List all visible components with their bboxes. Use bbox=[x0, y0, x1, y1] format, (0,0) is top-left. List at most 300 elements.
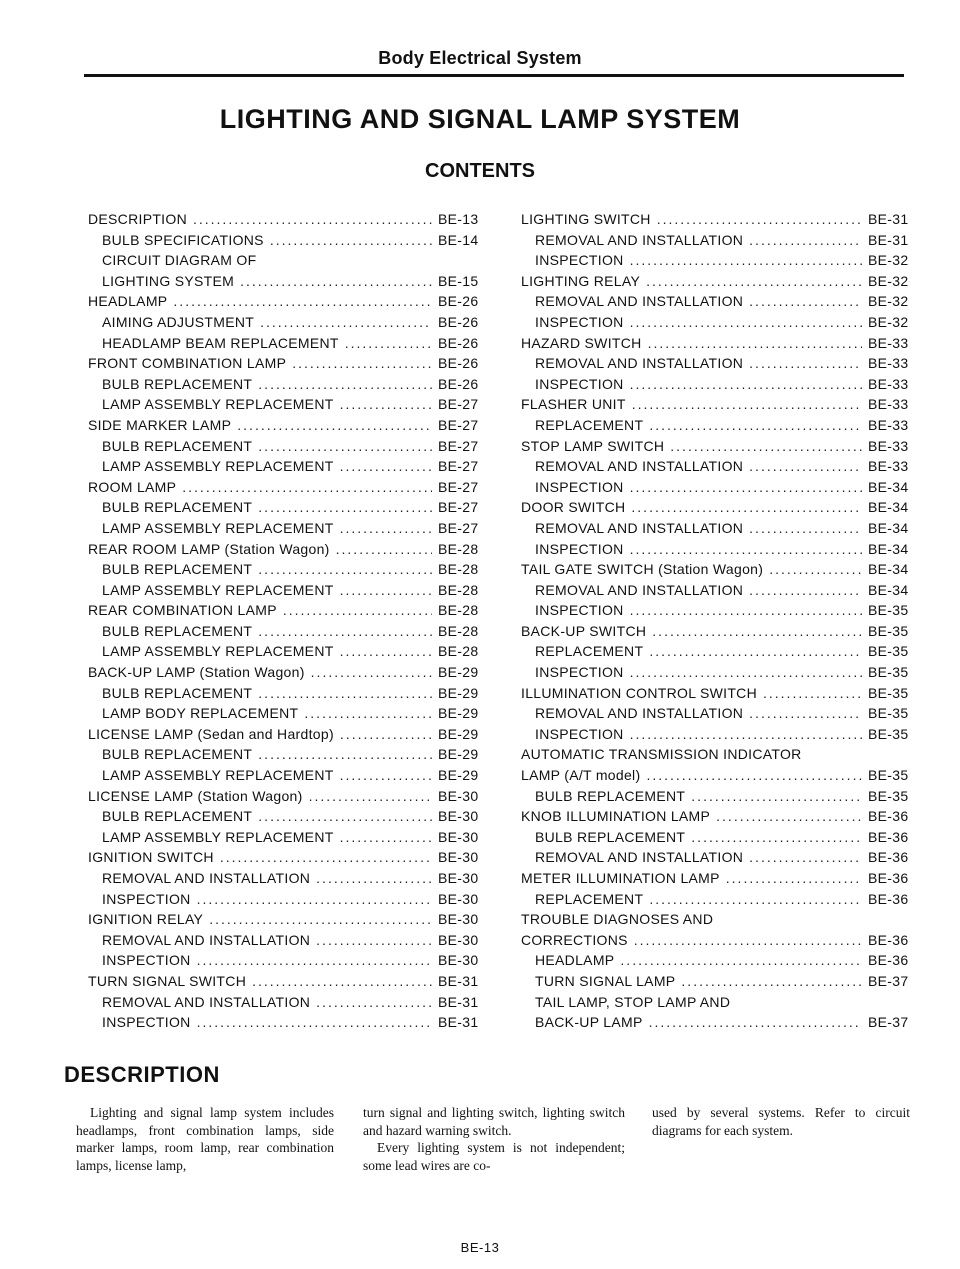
toc-entry-label: LAMP ASSEMBLY REPLACEMENT bbox=[102, 828, 334, 845]
toc-entry-label: LAMP ASSEMBLY REPLACEMENT bbox=[102, 767, 334, 784]
toc-entry bbox=[521, 539, 909, 560]
toc-left-column bbox=[88, 209, 479, 1033]
toc-dot-leader bbox=[258, 806, 432, 827]
toc-entry bbox=[88, 312, 479, 333]
toc-entry-label: TAIL GATE SWITCH (Station Wagon) bbox=[521, 561, 764, 578]
toc-entry bbox=[88, 291, 479, 312]
toc-entry bbox=[521, 703, 909, 724]
toc-entry-page: BE-34 bbox=[868, 561, 909, 578]
description-paragraph-1: Lighting and signal lamp system includes headlamps, front combination lamps, side marker lamps, room lamp, rear combination lamps, license lamp, bbox=[76, 1105, 334, 1173]
toc-entry-page: BE-35 bbox=[868, 602, 909, 619]
toc-entry bbox=[521, 271, 909, 292]
toc-entry-page: BE-35 bbox=[868, 705, 909, 722]
toc-entry bbox=[521, 312, 909, 333]
toc-entry-page: BE-35 bbox=[868, 767, 909, 784]
toc-dot-leader bbox=[340, 827, 432, 848]
toc-dot-leader bbox=[716, 806, 862, 827]
description-paragraph-2-cont: used by several systems. Refer to circuit diagrams for each system. bbox=[652, 1105, 910, 1138]
toc-entry bbox=[88, 806, 479, 827]
toc-dot-leader bbox=[258, 497, 432, 518]
toc-entry-page: BE-34 bbox=[868, 581, 909, 598]
toc-entry bbox=[521, 765, 909, 786]
toc-dot-leader bbox=[749, 230, 862, 251]
toc-entry-page: BE-31 bbox=[438, 993, 479, 1010]
toc-entry-page: BE-36 bbox=[868, 808, 909, 825]
toc-entry bbox=[521, 394, 909, 415]
toc-entry bbox=[88, 641, 479, 662]
toc-dot-leader bbox=[646, 271, 862, 292]
toc-dot-leader bbox=[316, 992, 432, 1013]
toc-entry-label: LIGHTING RELAY bbox=[521, 272, 641, 289]
toc-entry bbox=[88, 333, 479, 354]
toc-entry-label: HEADLAMP bbox=[88, 293, 168, 310]
toc-entry-label: INSPECTION bbox=[102, 890, 191, 907]
toc-entry bbox=[88, 930, 479, 951]
toc-entry-page: BE-27 bbox=[438, 458, 479, 475]
toc-entry-page: BE-35 bbox=[868, 643, 909, 660]
toc-right-column bbox=[521, 209, 909, 1033]
toc-entry-page: BE-34 bbox=[868, 540, 909, 557]
toc-entry-label: CORRECTIONS bbox=[521, 931, 628, 948]
toc-entry-label: TROUBLE DIAGNOSES AND bbox=[521, 911, 714, 928]
toc-entry-page: BE-30 bbox=[438, 849, 479, 866]
toc-entry-page: BE-32 bbox=[868, 313, 909, 330]
toc-dot-leader bbox=[340, 456, 432, 477]
toc-entry-label: REMOVAL AND INSTALLATION bbox=[102, 931, 311, 948]
toc-entry-label: CIRCUIT DIAGRAM OF bbox=[102, 252, 257, 269]
toc-entry-page: BE-32 bbox=[868, 293, 909, 310]
toc-dot-leader bbox=[763, 683, 862, 704]
toc-entry-label: BACK-UP LAMP (Station Wagon) bbox=[88, 664, 305, 681]
toc-dot-leader bbox=[258, 559, 432, 580]
toc-dot-leader bbox=[631, 497, 862, 518]
toc-entry-page: BE-34 bbox=[868, 499, 909, 516]
toc-entry bbox=[88, 621, 479, 642]
toc-entry-page: BE-31 bbox=[868, 211, 909, 227]
toc-entry bbox=[521, 415, 909, 436]
toc-entry bbox=[88, 580, 479, 601]
toc-entry-page: BE-36 bbox=[868, 890, 909, 907]
toc-entry bbox=[521, 353, 909, 374]
toc-dot-leader bbox=[260, 312, 432, 333]
toc-entry-label: LAMP BODY REPLACEMENT bbox=[102, 705, 299, 722]
page-number: BE-13 bbox=[460, 1240, 500, 1255]
toc-entry-page: BE-29 bbox=[438, 746, 479, 763]
toc-entry-label: STOP LAMP SWITCH bbox=[521, 437, 665, 454]
toc-dot-leader bbox=[340, 765, 432, 786]
toc-entry-label: LIGHTING SYSTEM bbox=[102, 272, 235, 289]
toc-entry-label: INSPECTION bbox=[535, 375, 624, 392]
toc-entry-page: BE-31 bbox=[438, 1014, 479, 1031]
description-heading: DESCRIPTION bbox=[64, 1062, 220, 1087]
toc-dot-leader bbox=[749, 703, 862, 724]
toc-dot-leader bbox=[630, 312, 862, 333]
toc-entry-label: INSPECTION bbox=[535, 725, 624, 742]
toc-entry-label: BULB REPLACEMENT bbox=[102, 437, 253, 454]
toc-entry-label: REMOVAL AND INSTALLATION bbox=[102, 870, 311, 886]
toc-entry-label: BULB REPLACEMENT bbox=[102, 808, 253, 825]
toc-entry-page: BE-30 bbox=[438, 870, 479, 886]
toc-entry bbox=[521, 909, 906, 930]
toc-entry bbox=[88, 436, 479, 457]
toc-entry bbox=[88, 765, 479, 786]
description-column-1 bbox=[76, 1104, 334, 1174]
toc-entry-label: REMOVAL AND INSTALLATION bbox=[535, 355, 744, 372]
toc-entry-label: IGNITION SWITCH bbox=[88, 849, 214, 866]
toc-entry-page: BE-30 bbox=[438, 808, 479, 825]
toc-entry-label: BULB REPLACEMENT bbox=[535, 787, 686, 804]
toc-entry bbox=[521, 291, 909, 312]
toc-entry bbox=[521, 209, 909, 230]
toc-entry-label: IGNITION RELAY bbox=[88, 911, 204, 928]
toc-entry bbox=[88, 662, 479, 683]
toc-dot-leader bbox=[311, 662, 432, 683]
toc-entry bbox=[88, 909, 479, 930]
toc-dot-leader bbox=[220, 847, 432, 868]
toc-entry-page: BE-37 bbox=[868, 972, 909, 989]
toc-entry-label: SIDE MARKER LAMP bbox=[88, 416, 232, 433]
toc-entry bbox=[88, 786, 479, 807]
toc-entry-label: FLASHER UNIT bbox=[521, 396, 626, 413]
toc-dot-leader bbox=[193, 209, 432, 230]
toc-dot-leader bbox=[649, 415, 862, 436]
toc-entry bbox=[88, 250, 476, 271]
toc-entry-page: BE-28 bbox=[438, 581, 479, 598]
toc-dot-leader bbox=[630, 477, 862, 498]
toc-entry-label: BACK-UP SWITCH bbox=[521, 622, 647, 639]
toc-entry-page: BE-33 bbox=[868, 458, 909, 475]
toc-entry bbox=[88, 683, 479, 704]
toc-entry-page: BE-36 bbox=[868, 849, 909, 866]
toc-dot-leader bbox=[209, 909, 432, 930]
toc-entry-page: BE-35 bbox=[868, 787, 909, 804]
toc-entry-page: BE-34 bbox=[868, 519, 909, 536]
toc-entry-page: BE-28 bbox=[438, 561, 479, 578]
toc-dot-leader bbox=[649, 1012, 862, 1033]
toc-entry-label: LAMP (A/T model) bbox=[521, 767, 641, 784]
toc-dot-leader bbox=[749, 847, 862, 868]
toc-entry bbox=[521, 786, 909, 807]
toc-entry-page: BE-32 bbox=[868, 252, 909, 269]
toc-dot-leader bbox=[258, 621, 432, 642]
toc-entry-label: REMOVAL AND INSTALLATION bbox=[102, 993, 311, 1010]
toc-entry bbox=[88, 868, 479, 889]
toc-dot-leader bbox=[316, 868, 432, 889]
toc-dot-leader bbox=[749, 291, 862, 312]
toc-entry-page: BE-30 bbox=[438, 828, 479, 845]
toc-entry-page: BE-26 bbox=[438, 375, 479, 392]
toc-entry bbox=[88, 477, 479, 498]
running-header: Body Electrical System bbox=[378, 48, 582, 68]
toc-entry-label: REAR COMBINATION LAMP bbox=[88, 602, 277, 619]
toc-entry-label: INSPECTION bbox=[102, 1014, 191, 1031]
toc-entry bbox=[521, 477, 909, 498]
toc-entry-label: DESCRIPTION bbox=[88, 211, 187, 227]
toc-entry-page: BE-33 bbox=[868, 375, 909, 392]
toc-entry bbox=[88, 374, 479, 395]
toc-entry-label: INSPECTION bbox=[535, 602, 624, 619]
toc-entry-label: REPLACEMENT bbox=[535, 416, 644, 433]
toc-entry-label: REMOVAL AND INSTALLATION bbox=[535, 458, 744, 475]
toc-entry bbox=[88, 497, 479, 518]
toc-entry-label: BULB REPLACEMENT bbox=[102, 746, 253, 763]
toc-entry bbox=[521, 971, 909, 992]
toc-entry-label: HEADLAMP bbox=[535, 952, 615, 969]
toc-entry-label: INSPECTION bbox=[535, 252, 624, 269]
toc-dot-leader bbox=[630, 539, 862, 560]
toc-entry-page: BE-26 bbox=[438, 355, 479, 372]
toc-entry bbox=[88, 559, 479, 580]
toc-dot-leader bbox=[340, 724, 432, 745]
toc-dot-leader bbox=[182, 477, 432, 498]
toc-dot-leader bbox=[240, 271, 432, 292]
toc-entry bbox=[521, 621, 909, 642]
toc-entry-page: BE-34 bbox=[868, 478, 909, 495]
toc-entry-page: BE-13 bbox=[438, 211, 479, 227]
toc-entry bbox=[88, 456, 479, 477]
toc-dot-leader bbox=[646, 765, 862, 786]
toc-entry-page: BE-27 bbox=[438, 478, 479, 495]
toc-dot-leader bbox=[648, 333, 862, 354]
toc-dot-leader bbox=[345, 333, 432, 354]
toc-entry-page: BE-28 bbox=[438, 622, 479, 639]
toc-entry-label: REMOVAL AND INSTALLATION bbox=[535, 849, 744, 866]
toc-entry-label: BULB REPLACEMENT bbox=[102, 561, 253, 578]
toc-entry bbox=[88, 950, 479, 971]
toc-dot-leader bbox=[749, 518, 862, 539]
toc-entry-page: BE-32 bbox=[868, 272, 909, 289]
toc-entry bbox=[521, 436, 909, 457]
toc-dot-leader bbox=[630, 600, 862, 621]
toc-entry-page: BE-29 bbox=[438, 684, 479, 701]
toc-entry-label: LAMP ASSEMBLY REPLACEMENT bbox=[102, 643, 334, 660]
toc-entry-page: BE-29 bbox=[438, 767, 479, 784]
toc-entry-label: LICENSE LAMP (Station Wagon) bbox=[88, 787, 303, 804]
toc-entry-page: BE-26 bbox=[438, 334, 479, 351]
toc-dot-leader bbox=[749, 456, 862, 477]
toc-entry-label: INSPECTION bbox=[535, 664, 624, 681]
toc-entry-page: BE-33 bbox=[868, 437, 909, 454]
toc-entry-label: BACK-UP LAMP bbox=[535, 1014, 643, 1031]
toc-entry-page: BE-33 bbox=[868, 355, 909, 372]
toc-entry bbox=[88, 271, 479, 292]
toc-dot-leader bbox=[634, 930, 862, 951]
toc-dot-leader bbox=[630, 374, 862, 395]
toc-dot-leader bbox=[630, 662, 862, 683]
toc-entry-label: LIGHTING SWITCH bbox=[521, 211, 651, 227]
toc-entry bbox=[521, 950, 909, 971]
toc-dot-leader bbox=[340, 641, 432, 662]
toc-entry-label: HEADLAMP BEAM REPLACEMENT bbox=[102, 334, 339, 351]
toc-dot-leader bbox=[691, 786, 862, 807]
toc-entry-label: ROOM LAMP bbox=[88, 478, 177, 495]
toc-dot-leader bbox=[649, 641, 862, 662]
toc-dot-leader bbox=[769, 559, 862, 580]
toc-dot-leader bbox=[340, 518, 432, 539]
toc-entry bbox=[88, 827, 479, 848]
toc-dot-leader bbox=[340, 580, 432, 601]
toc-entry-page: BE-33 bbox=[868, 334, 909, 351]
toc-entry-label: LAMP ASSEMBLY REPLACEMENT bbox=[102, 581, 334, 598]
toc-entry-page: BE-15 bbox=[438, 272, 479, 289]
toc-entry-label: AUTOMATIC TRANSMISSION INDICATOR bbox=[521, 746, 802, 763]
toc-entry-page: BE-36 bbox=[868, 952, 909, 969]
toc-entry bbox=[521, 1012, 909, 1033]
toc-entry-page: BE-35 bbox=[868, 725, 909, 742]
toc-dot-leader bbox=[316, 930, 432, 951]
toc-entry-label: INSPECTION bbox=[535, 478, 624, 495]
toc-entry-label: TAIL LAMP, STOP LAMP AND bbox=[535, 993, 731, 1010]
toc-entry-label: LAMP ASSEMBLY REPLACEMENT bbox=[102, 396, 334, 413]
toc-entry bbox=[88, 230, 479, 251]
toc-entry bbox=[521, 683, 909, 704]
toc-dot-leader bbox=[252, 971, 432, 992]
toc-entry-page: BE-28 bbox=[438, 643, 479, 660]
toc-entry bbox=[521, 559, 909, 580]
toc-entry-page: BE-27 bbox=[438, 499, 479, 516]
toc-entry bbox=[521, 889, 909, 910]
toc-entry-label: REAR ROOM LAMP (Station Wagon) bbox=[88, 540, 330, 557]
toc-entry bbox=[88, 703, 479, 724]
toc-entry-label: LAMP ASSEMBLY REPLACEMENT bbox=[102, 519, 334, 536]
toc-entry-page: BE-27 bbox=[438, 396, 479, 413]
toc-entry-page: BE-36 bbox=[868, 931, 909, 948]
toc-dot-leader bbox=[340, 394, 432, 415]
toc-dot-leader bbox=[270, 230, 432, 251]
toc-dot-leader bbox=[173, 291, 432, 312]
toc-entry bbox=[88, 847, 479, 868]
toc-entry-label: INSPECTION bbox=[102, 952, 191, 969]
toc-entry bbox=[521, 580, 909, 601]
toc-dot-leader bbox=[309, 786, 432, 807]
toc-entry-label: TURN SIGNAL LAMP bbox=[535, 972, 676, 989]
toc-entry-page: BE-26 bbox=[438, 293, 479, 310]
toc-entry-page: BE-30 bbox=[438, 890, 479, 907]
page-title: LIGHTING AND SIGNAL LAMP SYSTEM bbox=[219, 104, 741, 134]
toc-entry-page: BE-30 bbox=[438, 911, 479, 928]
toc-entry bbox=[521, 992, 906, 1013]
toc-dot-leader bbox=[292, 353, 432, 374]
toc-dot-leader bbox=[649, 889, 862, 910]
toc-entry-label: REMOVAL AND INSTALLATION bbox=[535, 293, 744, 310]
toc-entry-label: KNOB ILLUMINATION LAMP bbox=[521, 808, 711, 825]
toc-dot-leader bbox=[749, 353, 862, 374]
toc-entry-page: BE-33 bbox=[868, 416, 909, 433]
toc-entry-page: BE-14 bbox=[438, 231, 479, 248]
toc-entry-label: AIMING ADJUSTMENT bbox=[102, 313, 255, 330]
header-rule bbox=[84, 74, 904, 77]
toc-entry bbox=[521, 847, 909, 868]
description-paragraph-1-cont: turn signal and lighting switch, lighting switch and hazard warning switch. bbox=[363, 1105, 625, 1138]
description-column-2 bbox=[363, 1104, 625, 1174]
toc-entry bbox=[88, 744, 479, 765]
toc-entry bbox=[521, 374, 909, 395]
toc-entry bbox=[521, 930, 909, 951]
toc-dot-leader bbox=[630, 724, 862, 745]
toc-dot-leader bbox=[283, 600, 432, 621]
toc-entry bbox=[88, 353, 479, 374]
toc-dot-leader bbox=[336, 539, 432, 560]
toc-entry bbox=[521, 662, 909, 683]
toc-dot-leader bbox=[258, 436, 432, 457]
toc-entry-page: BE-33 bbox=[868, 396, 909, 413]
toc-entry bbox=[88, 971, 479, 992]
toc-entry-page: BE-29 bbox=[438, 725, 479, 742]
toc-entry bbox=[521, 250, 909, 271]
toc-dot-leader bbox=[749, 580, 862, 601]
toc-entry bbox=[521, 518, 909, 539]
toc-entry-page: BE-27 bbox=[438, 519, 479, 536]
toc-dot-leader bbox=[726, 868, 862, 889]
toc-entry-page: BE-31 bbox=[438, 972, 479, 989]
toc-dot-leader bbox=[632, 394, 862, 415]
toc-entry-label: REMOVAL AND INSTALLATION bbox=[535, 231, 744, 248]
toc-entry bbox=[88, 415, 479, 436]
toc-entry-page: BE-35 bbox=[868, 684, 909, 701]
toc-entry-page: BE-30 bbox=[438, 931, 479, 948]
toc-dot-leader bbox=[197, 1012, 432, 1033]
toc-entry-label: TURN SIGNAL SWITCH bbox=[88, 972, 247, 989]
toc-entry bbox=[521, 641, 909, 662]
toc-entry-page: BE-26 bbox=[438, 313, 479, 330]
toc-entry bbox=[521, 456, 909, 477]
toc-entry-label: BULB REPLACEMENT bbox=[535, 828, 686, 845]
toc-entry bbox=[88, 600, 479, 621]
toc-entry-page: BE-27 bbox=[438, 437, 479, 454]
toc-entry-page: BE-29 bbox=[438, 664, 479, 681]
toc-entry-page: BE-30 bbox=[438, 952, 479, 969]
toc-entry-label: REMOVAL AND INSTALLATION bbox=[535, 705, 744, 722]
toc-entry-label: METER ILLUMINATION LAMP bbox=[521, 870, 720, 886]
toc-entry-label: BULB REPLACEMENT bbox=[102, 375, 253, 392]
toc-entry-page: BE-37 bbox=[868, 1014, 909, 1031]
toc-entry bbox=[521, 230, 909, 251]
toc-entry bbox=[88, 1012, 479, 1033]
toc-dot-leader bbox=[258, 744, 432, 765]
toc-entry-page: BE-36 bbox=[868, 828, 909, 845]
toc-entry-page: BE-29 bbox=[438, 705, 479, 722]
toc-dot-leader bbox=[681, 971, 862, 992]
toc-entry bbox=[88, 209, 479, 230]
toc-entry-label: REPLACEMENT bbox=[535, 890, 644, 907]
toc-entry-label: BULB REPLACEMENT bbox=[102, 622, 253, 639]
toc-entry bbox=[521, 724, 909, 745]
toc-entry-page: BE-36 bbox=[868, 870, 909, 886]
toc-dot-leader bbox=[258, 374, 432, 395]
toc-dot-leader bbox=[237, 415, 432, 436]
toc-entry bbox=[88, 539, 479, 560]
toc-dot-leader bbox=[304, 703, 432, 724]
toc-entry bbox=[521, 744, 906, 765]
toc-entry bbox=[88, 394, 479, 415]
toc-dot-leader bbox=[258, 683, 432, 704]
toc-dot-leader bbox=[197, 950, 432, 971]
toc-dot-leader bbox=[620, 950, 862, 971]
toc-entry bbox=[521, 806, 909, 827]
toc-entry-page: BE-28 bbox=[438, 602, 479, 619]
description-paragraph-2: Every lighting system is not independent; some lead wires are co- bbox=[363, 1140, 625, 1173]
toc-entry-label: INSPECTION bbox=[535, 313, 624, 330]
toc-entry bbox=[521, 333, 909, 354]
toc-entry-page: BE-35 bbox=[868, 622, 909, 639]
toc-entry-label: LICENSE LAMP (Sedan and Hardtop) bbox=[88, 725, 334, 742]
toc-entry-label: REMOVAL AND INSTALLATION bbox=[535, 519, 744, 536]
toc-dot-leader bbox=[691, 827, 862, 848]
toc-entry bbox=[521, 827, 909, 848]
toc-entry-label: BULB REPLACEMENT bbox=[102, 499, 253, 516]
toc-entry-label: BULB SPECIFICATIONS bbox=[102, 231, 264, 248]
toc-entry-label: FRONT COMBINATION LAMP bbox=[88, 355, 287, 372]
